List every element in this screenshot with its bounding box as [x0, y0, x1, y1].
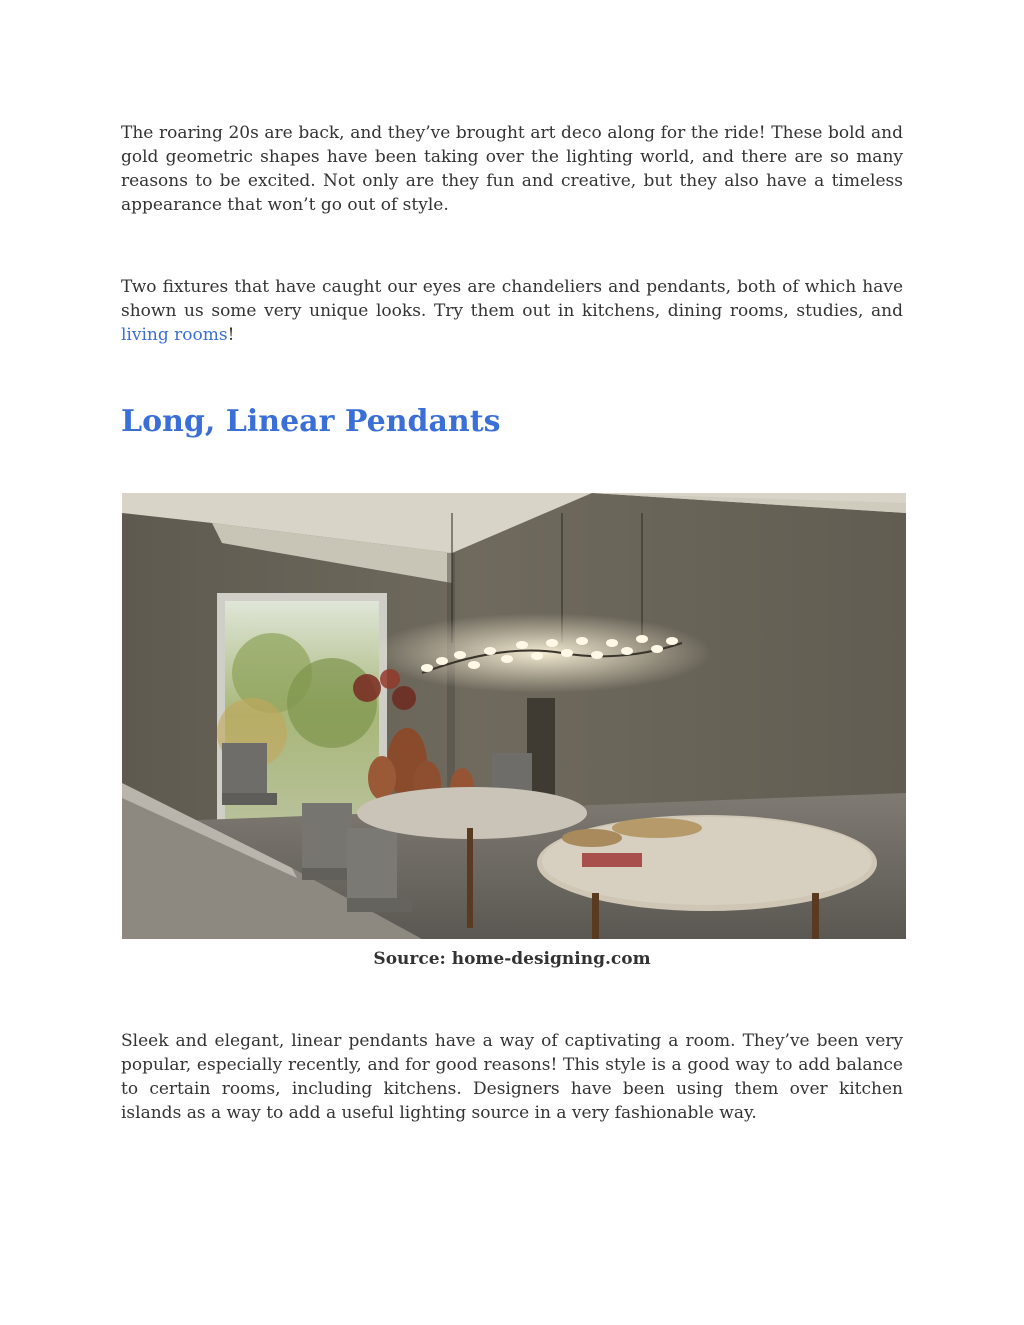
image-caption: Source: home-designing.com — [373, 949, 651, 969]
living-rooms-link[interactable]: living rooms — [121, 325, 228, 345]
section-heading: Long, Linear Pendants — [121, 404, 501, 439]
fixtures-paragraph — [121, 275, 903, 347]
fixtures-text-end: ! — [227, 325, 235, 345]
section-body-paragraph: Sleek and elegant, linear pendants have a way of captivating a room. They’ve been very popular, especially recently, and for good reasons! This style is a good way to add balance to certain rooms, including kitchens. Designers have been using them over kitchen islands as a way to add a useful lighting source in a very fashionable way. — [121, 1031, 903, 1123]
intro-paragraph: The roaring 20s are back, and they’ve brought art deco along for the ride! These bold and gold geometric shapes have been taking over the lighting world, and there are so many reasons to be excited. Not only are they fun and creative, but they also have a timeless appearance that won’t go out of style. — [121, 123, 903, 215]
dining-room-photo — [122, 493, 906, 939]
fixtures-text-start: Two fixtures that have caught our eyes are chandeliers and pendants, both of which have shown us some very unique looks. Try them out in kitchens, dining rooms, studies, and — [121, 277, 903, 321]
dining-room-illustration — [122, 493, 906, 939]
